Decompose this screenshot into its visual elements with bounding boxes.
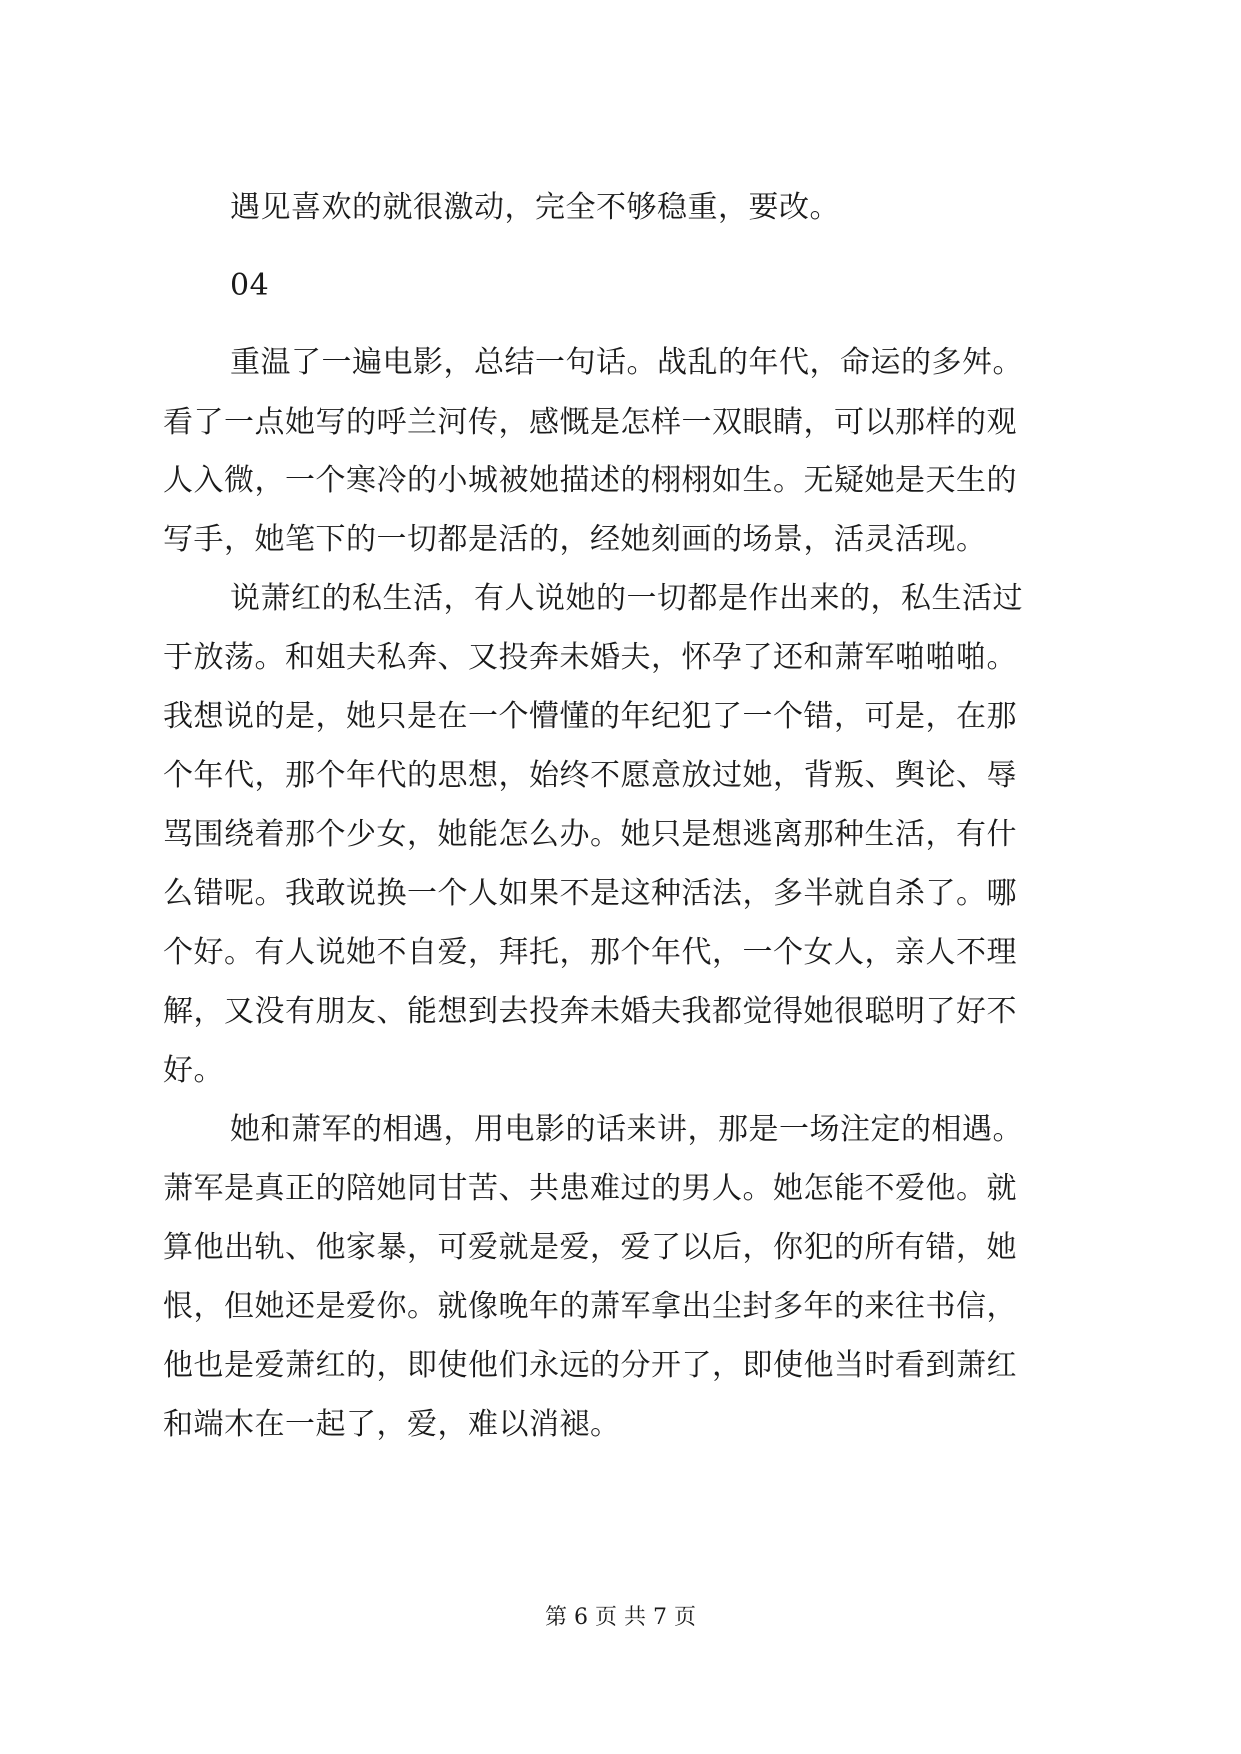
paragraph-line: 人入微，一个寒冷的小城被她描述的栩栩如生。无疑她是天生的 bbox=[163, 463, 1017, 498]
paragraph-line: 看了一点她写的呼兰河传，感慨是怎样一双眼睛，可以那样的观 bbox=[163, 405, 1017, 440]
paragraph-line: 骂围绕着那个少女，她能怎么办。她只是想逃离那种生活，有什 bbox=[163, 817, 1017, 852]
paragraph-line: 恨，但她还是爱你。就像晚年的萧军拿出尘封多年的来往书信， bbox=[163, 1289, 1017, 1324]
paragraph-line: 他也是爱萧红的，即使他们永远的分开了，即使他当时看到萧红 bbox=[163, 1348, 1017, 1383]
paragraph-line: 我想说的是，她只是在一个懵懂的年纪犯了一个错，可是，在那 bbox=[163, 699, 1017, 734]
page-footer bbox=[0, 1603, 1241, 1633]
page-number-label: 第 6 页 共 7 页 bbox=[545, 1605, 696, 1630]
paragraph-line: 说萧红的私生活，有人说她的一切都是作出来的，私生活过 bbox=[230, 581, 1023, 616]
paragraph-line: 算他出轨、他家暴，可爱就是爱，爱了以后，你犯的所有错，她 bbox=[163, 1230, 1017, 1265]
paragraph-line: 遇见喜欢的就很激动，完全不够稳重，要改。 bbox=[230, 190, 840, 225]
paragraph-line: 萧军是真正的陪她同甘苦、共患难过的男人。她怎能不爱他。就 bbox=[163, 1171, 1017, 1206]
paragraph-line: 写手，她笔下的一切都是活的，经她刻画的场景，活灵活现。 bbox=[163, 522, 987, 557]
paragraph-line: 和端木在一起了，爱，难以消褪。 bbox=[163, 1407, 621, 1442]
paragraph-line: 么错呢。我敢说换一个人如果不是这种活法，多半就自杀了。哪 bbox=[163, 876, 1017, 911]
paragraph-line: 于放荡。和姐夫私奔、又投奔未婚夫，怀孕了还和萧军啪啪啪。 bbox=[163, 640, 1017, 675]
paragraph-line: 个好。有人说她不自爱，拜托，那个年代，一个女人，亲人不理 bbox=[163, 935, 1017, 970]
paragraph-line: 重温了一遍电影，总结一句话。战乱的年代，命运的多舛。 bbox=[230, 345, 1023, 380]
paragraph-line: 好。 bbox=[163, 1053, 224, 1088]
section-number: 04 bbox=[230, 268, 270, 303]
paragraph-line: 她和萧军的相遇，用电影的话来讲，那是一场注定的相遇。 bbox=[230, 1112, 1023, 1147]
paragraph-line: 个年代，那个年代的思想，始终不愿意放过她，背叛、舆论、辱 bbox=[163, 758, 1017, 793]
paragraph-line: 解，又没有朋友、能想到去投奔未婚夫我都觉得她很聪明了好不 bbox=[163, 994, 1017, 1029]
